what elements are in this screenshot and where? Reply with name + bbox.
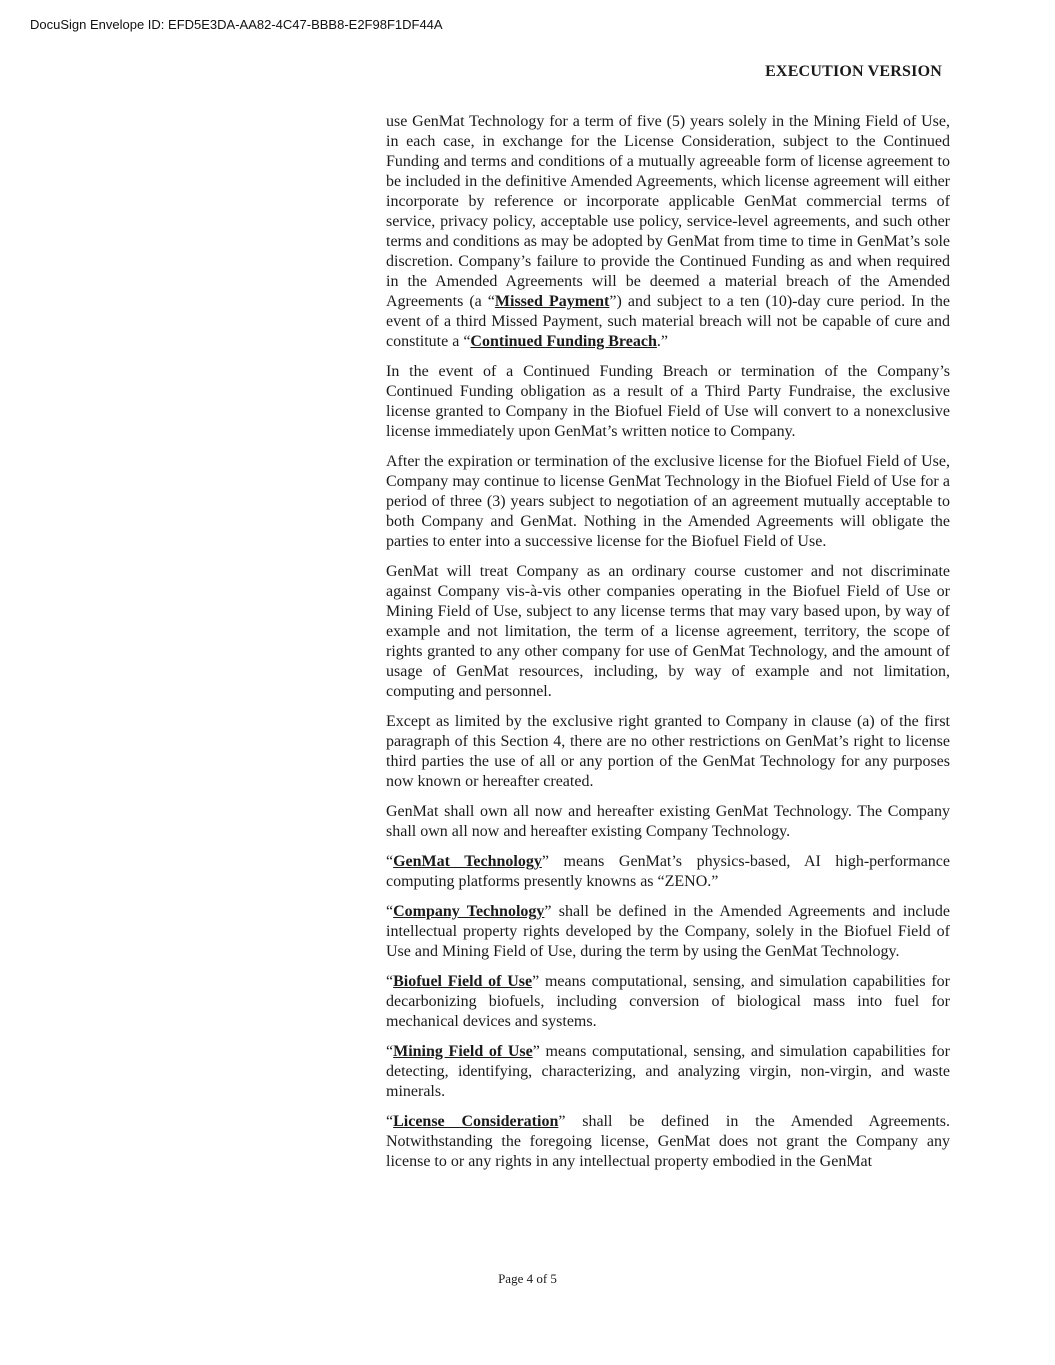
defined-term: Mining Field of Use xyxy=(393,1043,533,1060)
definition-mining-field xyxy=(386,1042,950,1102)
definition-biofuel-field xyxy=(386,972,950,1032)
definition-text: ” means computational, sensing, and simulation capabilities for detecting, identifying, characterizing, and analyzing virgin, non-virgin, and waste minerals. xyxy=(386,1043,950,1100)
paragraph-ordinary-customer: GenMat will treat Company as an ordinary course customer and not discriminate against Company vis-à-vis other companies operating in the Biofuel Field of Use or Mining Field of Use, subject to any license terms that may vary based upon, by way of example and not limitation, the term of a license agreement, territory, the scope of rights granted to any other company for use of GenMat Technology, and the amount of usage of GenMat resources, including, by way of example and not limitation, computing and personnel. xyxy=(386,563,950,700)
quote-open: “ xyxy=(386,903,394,920)
paragraph-funding-breach: In the event of a Continued Funding Breach or termination of the Company’s Continued Funding obligation as a result of a Third Party Fundraise, the exclusive license granted to Company in the Biofuel Field of Use will convert to a nonexclusive license immediately upon GenMat’s written notice to Company. xyxy=(386,363,950,440)
definition-text: ” shall be defined in the Amended Agreements. Notwithstanding the foregoing license, GenMat does not grant the Company any license to or any rights in any intellectual property embodied in the GenMat xyxy=(386,1113,950,1170)
definition-text: ” shall be defined in the Amended Agreements and include intellectual property rights developed by the Company, solely in the Biofuel Field of Use and Mining Field of Use, during the term by using the GenMat Technology. xyxy=(386,903,950,960)
document-body xyxy=(386,112,950,1182)
definition-license-consideration xyxy=(386,1112,950,1172)
defined-term: GenMat Technology xyxy=(393,853,542,870)
definition-genmat-technology xyxy=(386,852,950,892)
paragraph-ownership: GenMat shall own all now and hereafter existing GenMat Technology. The Company shall own all now and hereafter existing Company Technology. xyxy=(386,803,950,840)
definition-text: ” means computational, sensing, and simulation capabilities for decarbonizing biofuels, including conversion of biological mass into fuel for mechanical devices and systems. xyxy=(386,973,950,1030)
version-label: EXECUTION VERSION xyxy=(765,63,942,80)
envelope-id: DocuSign Envelope ID: EFD5E3DA-AA82-4C47-BBB8-E2F98F1DF44A xyxy=(30,17,443,32)
paragraph-text: ”) and subject to a ten (10)-day cure period. In the event of a third Missed Payment, such material breach will not be capable of cure and constitute a “ xyxy=(386,293,950,350)
paragraph-text: .” xyxy=(656,333,668,350)
defined-term: License Consideration xyxy=(393,1113,559,1130)
paragraph-expiration: After the expiration or termination of the exclusive license for the Biofuel Field of Use, Company may continue to license GenMat Technology in the Biofuel Field of Use for a period of three (3) years subject to negotiation of an agreement mutually acceptable to both Company and GenMat. Nothing in the Amended Agreements will obligate the parties to enter into a successive license for the Biofuel Field of Use. xyxy=(386,453,950,550)
paragraph-text: use GenMat Technology for a term of five (5) years solely in the Mining Field of Use, in each case, in exchange for the License Consideration, subject to the Continued Funding and terms and conditions of a mutually agreeable form of license agreement to be included in the definitive Amended Agreements, which license agreement will either incorporate by reference or incorporate applicable GenMat commercial terms of service, privacy policy, acceptable use policy, service-level agreements, and such other terms and conditions as may be adopted by GenMat from time to time in GenMat’s sole discretion. Company’s failure to provide the Continued Funding as and when required in the Amended Agreements will be deemed a material breach of the Amended Agreements (a “ xyxy=(386,113,950,310)
definition-company-technology xyxy=(386,902,950,962)
quote-open: “ xyxy=(386,973,394,990)
page-number: Page 4 of 5 xyxy=(498,1271,557,1286)
quote-open: “ xyxy=(386,853,394,870)
quote-open: “ xyxy=(386,1113,394,1130)
definition-text: ” means GenMat’s physics-based, AI high-performance computing platforms presently knowns as “ZENO.” xyxy=(386,853,951,890)
paragraph-restrictions: Except as limited by the exclusive right granted to Company in clause (a) of the first paragraph of this Section 4, there are no other restrictions on GenMat’s right to license third parties the use of all or any portion of the GenMat Technology for any purposes now known or hereafter created. xyxy=(386,713,950,790)
defined-term-continued-funding-breach: Continued Funding Breach xyxy=(470,333,657,350)
defined-term-missed-payment: Missed Payment xyxy=(494,293,610,310)
defined-term: Company Technology xyxy=(393,903,545,920)
defined-term: Biofuel Field of Use xyxy=(393,973,533,990)
quote-open: “ xyxy=(386,1043,394,1060)
paragraph-license-term xyxy=(386,112,950,352)
